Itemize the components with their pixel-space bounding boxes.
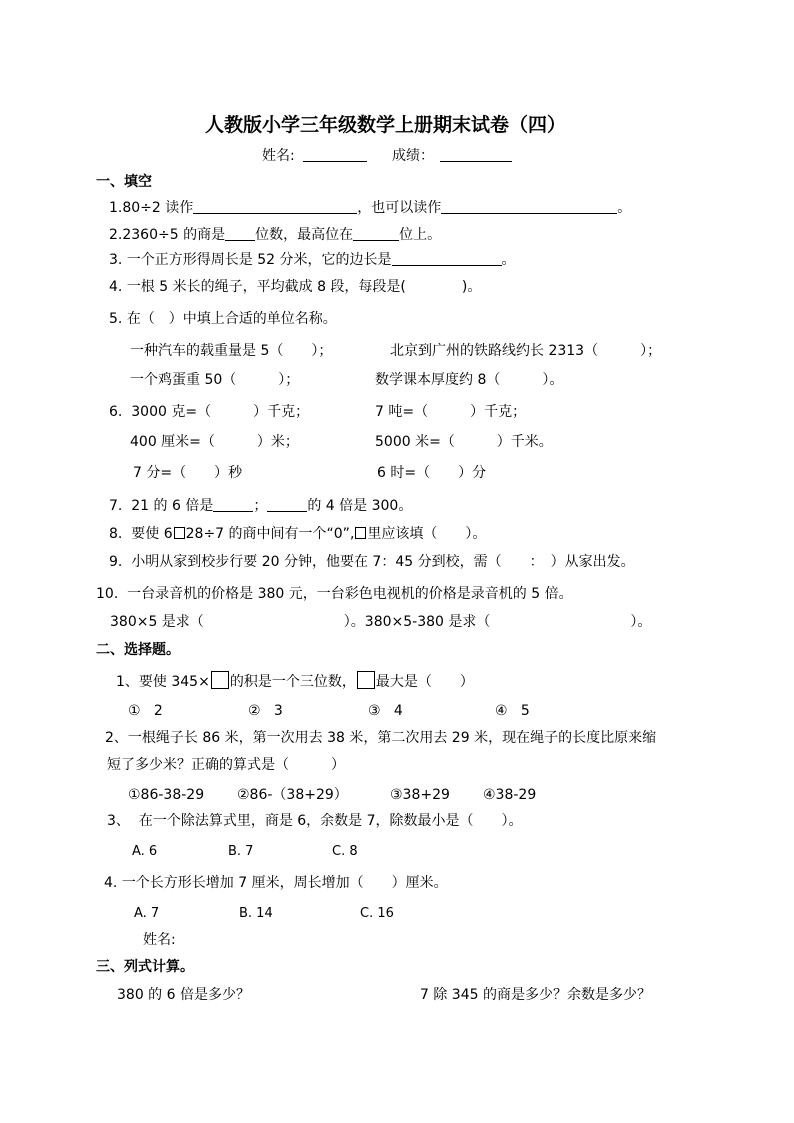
- q1-9: 9. 小明从家到校步行要 20 分钟，他要在 7：45 分到校，需（ ： ）从家出发。: [109, 554, 635, 570]
- square-box: [357, 671, 375, 689]
- q1-6-e: 7 分=（ ）秒: [133, 465, 243, 481]
- square-box: [355, 527, 366, 539]
- q1-3: 3. 一个正方形得周长是 52 分米，它的边长是 。: [109, 252, 516, 268]
- s3-q1: 380 的 6 倍是多少？: [117, 987, 250, 1003]
- q1-6-b: 7 吨=（ ）千克；: [375, 404, 527, 420]
- q1-6-d: 5000 米=（ ）千米。: [375, 434, 553, 450]
- s2-q1-opt-c[interactable]: ③ 4: [368, 703, 403, 719]
- stray-name-label: 姓名:: [143, 932, 176, 948]
- s2-q1-opt-a[interactable]: ① 2: [128, 703, 163, 719]
- q1-3-blank[interactable]: [392, 251, 502, 266]
- s3-q2: 7 除 345 的商是多少？余数是多少？: [420, 987, 651, 1003]
- q1-6-c: 400 厘米=（ ）米；: [130, 434, 299, 450]
- s2-q2: 2、一根绳子长 86 米，第一次用去 38 米，第二次用去 29 米，现在绳子的长度比原来缩: [105, 730, 657, 746]
- name-label: 姓名:: [262, 148, 295, 164]
- s2-q3: 3、 在一个除法算式里，商是 6，余数是 7，除数最小是（ ）。: [107, 813, 523, 829]
- q1-7-blank-a[interactable]: [213, 497, 253, 512]
- s2-q2-opt-a[interactable]: ①86-38-29: [128, 787, 205, 803]
- score-blank[interactable]: [440, 147, 512, 162]
- q1-2: 2.2360÷5 的商是 位数，最高位在 位上。: [109, 227, 442, 243]
- name-blank[interactable]: [303, 147, 367, 162]
- s2-q4-opt-a[interactable]: A. 7: [134, 906, 160, 921]
- q1-6-a: 6. 3000 克=（ ）千克；: [109, 404, 310, 420]
- s2-q4-opt-b[interactable]: B. 14: [239, 906, 273, 921]
- s2-q3-opt-a[interactable]: A. 6: [132, 844, 158, 859]
- s2-q1: 1、要使 345× 的积是一个三位数， 最大是（ ）: [116, 671, 474, 691]
- s2-q2-opt-d[interactable]: ④38-29: [483, 787, 537, 803]
- q1-5: 5. 在（ ）中填上合适的单位名称。: [109, 311, 337, 327]
- s2-q1-opt-b[interactable]: ② 3: [248, 703, 283, 719]
- s2-q2-opt-b[interactable]: ②86-（38+29）: [237, 787, 348, 803]
- q1-7: 7. 21 的 6 倍是 ； 的 4 倍是 300。: [109, 498, 413, 514]
- s2-q3-opt-c[interactable]: C. 8: [332, 844, 358, 859]
- section-2-heading: 二、选择题。: [96, 642, 180, 658]
- section-3-heading: 三、列式计算。: [96, 959, 194, 975]
- q1-10: 10. 一台录音机的价格是 380 元，一台彩色电视机的价格是录音机的 5 倍。: [96, 586, 573, 602]
- q1-8: 8. 要使 6 28÷7 的商中间有一个“0”, 里应该填（ ）。: [109, 526, 487, 542]
- score-label: 成绩：: [392, 148, 434, 164]
- page-title: 人教版小学三年级数学上册期末试卷（四）: [205, 114, 567, 136]
- q1-1-blank-a[interactable]: [193, 199, 357, 214]
- q1-5-line1-right: 北京到广州的铁路线约长 2313（ ）；: [390, 343, 662, 359]
- s2-q3-opt-b[interactable]: B. 7: [228, 844, 254, 859]
- s2-q2-opt-c[interactable]: ③38+29: [390, 787, 450, 803]
- square-box: [211, 671, 229, 689]
- q1-2-blank-b[interactable]: [353, 226, 399, 241]
- q1-5-line2-left: 一个鸡蛋重 50（ ）；: [130, 372, 300, 388]
- q1-4: 4. 一根 5 米长的绳子，平均截成 8 段，每段是( )。: [109, 279, 482, 295]
- q1-1: 1.80÷2 读作 ，也可以读作 。: [109, 200, 632, 216]
- q1-5-line1-left: 一种汽车的载重量是 5（ ）；: [130, 343, 333, 359]
- q1-6-f: 6 时=（ ）分: [377, 465, 487, 481]
- q1-10-line2: 380×5 是求（ ）。380×5-380 是求（ ）。: [110, 614, 652, 630]
- section-1-heading: 一、填空: [96, 174, 152, 190]
- q1-2-blank-a[interactable]: [225, 226, 255, 241]
- q1-1-blank-b[interactable]: [441, 199, 617, 214]
- q1-5-line2-right: 数学课本厚度约 8（ ）。: [375, 372, 564, 388]
- s2-q1-opt-d[interactable]: ④ 5: [495, 703, 530, 719]
- q1-7-blank-b[interactable]: [267, 497, 307, 512]
- s2-q4: 4. 一个长方形长增加 7 厘米，周长增加（ ）厘米。: [104, 875, 448, 891]
- s2-q2-line2: 短了多少米？正确的算式是（ ）: [107, 757, 345, 773]
- square-box: [174, 527, 185, 539]
- s2-q4-opt-c[interactable]: C. 16: [360, 906, 394, 921]
